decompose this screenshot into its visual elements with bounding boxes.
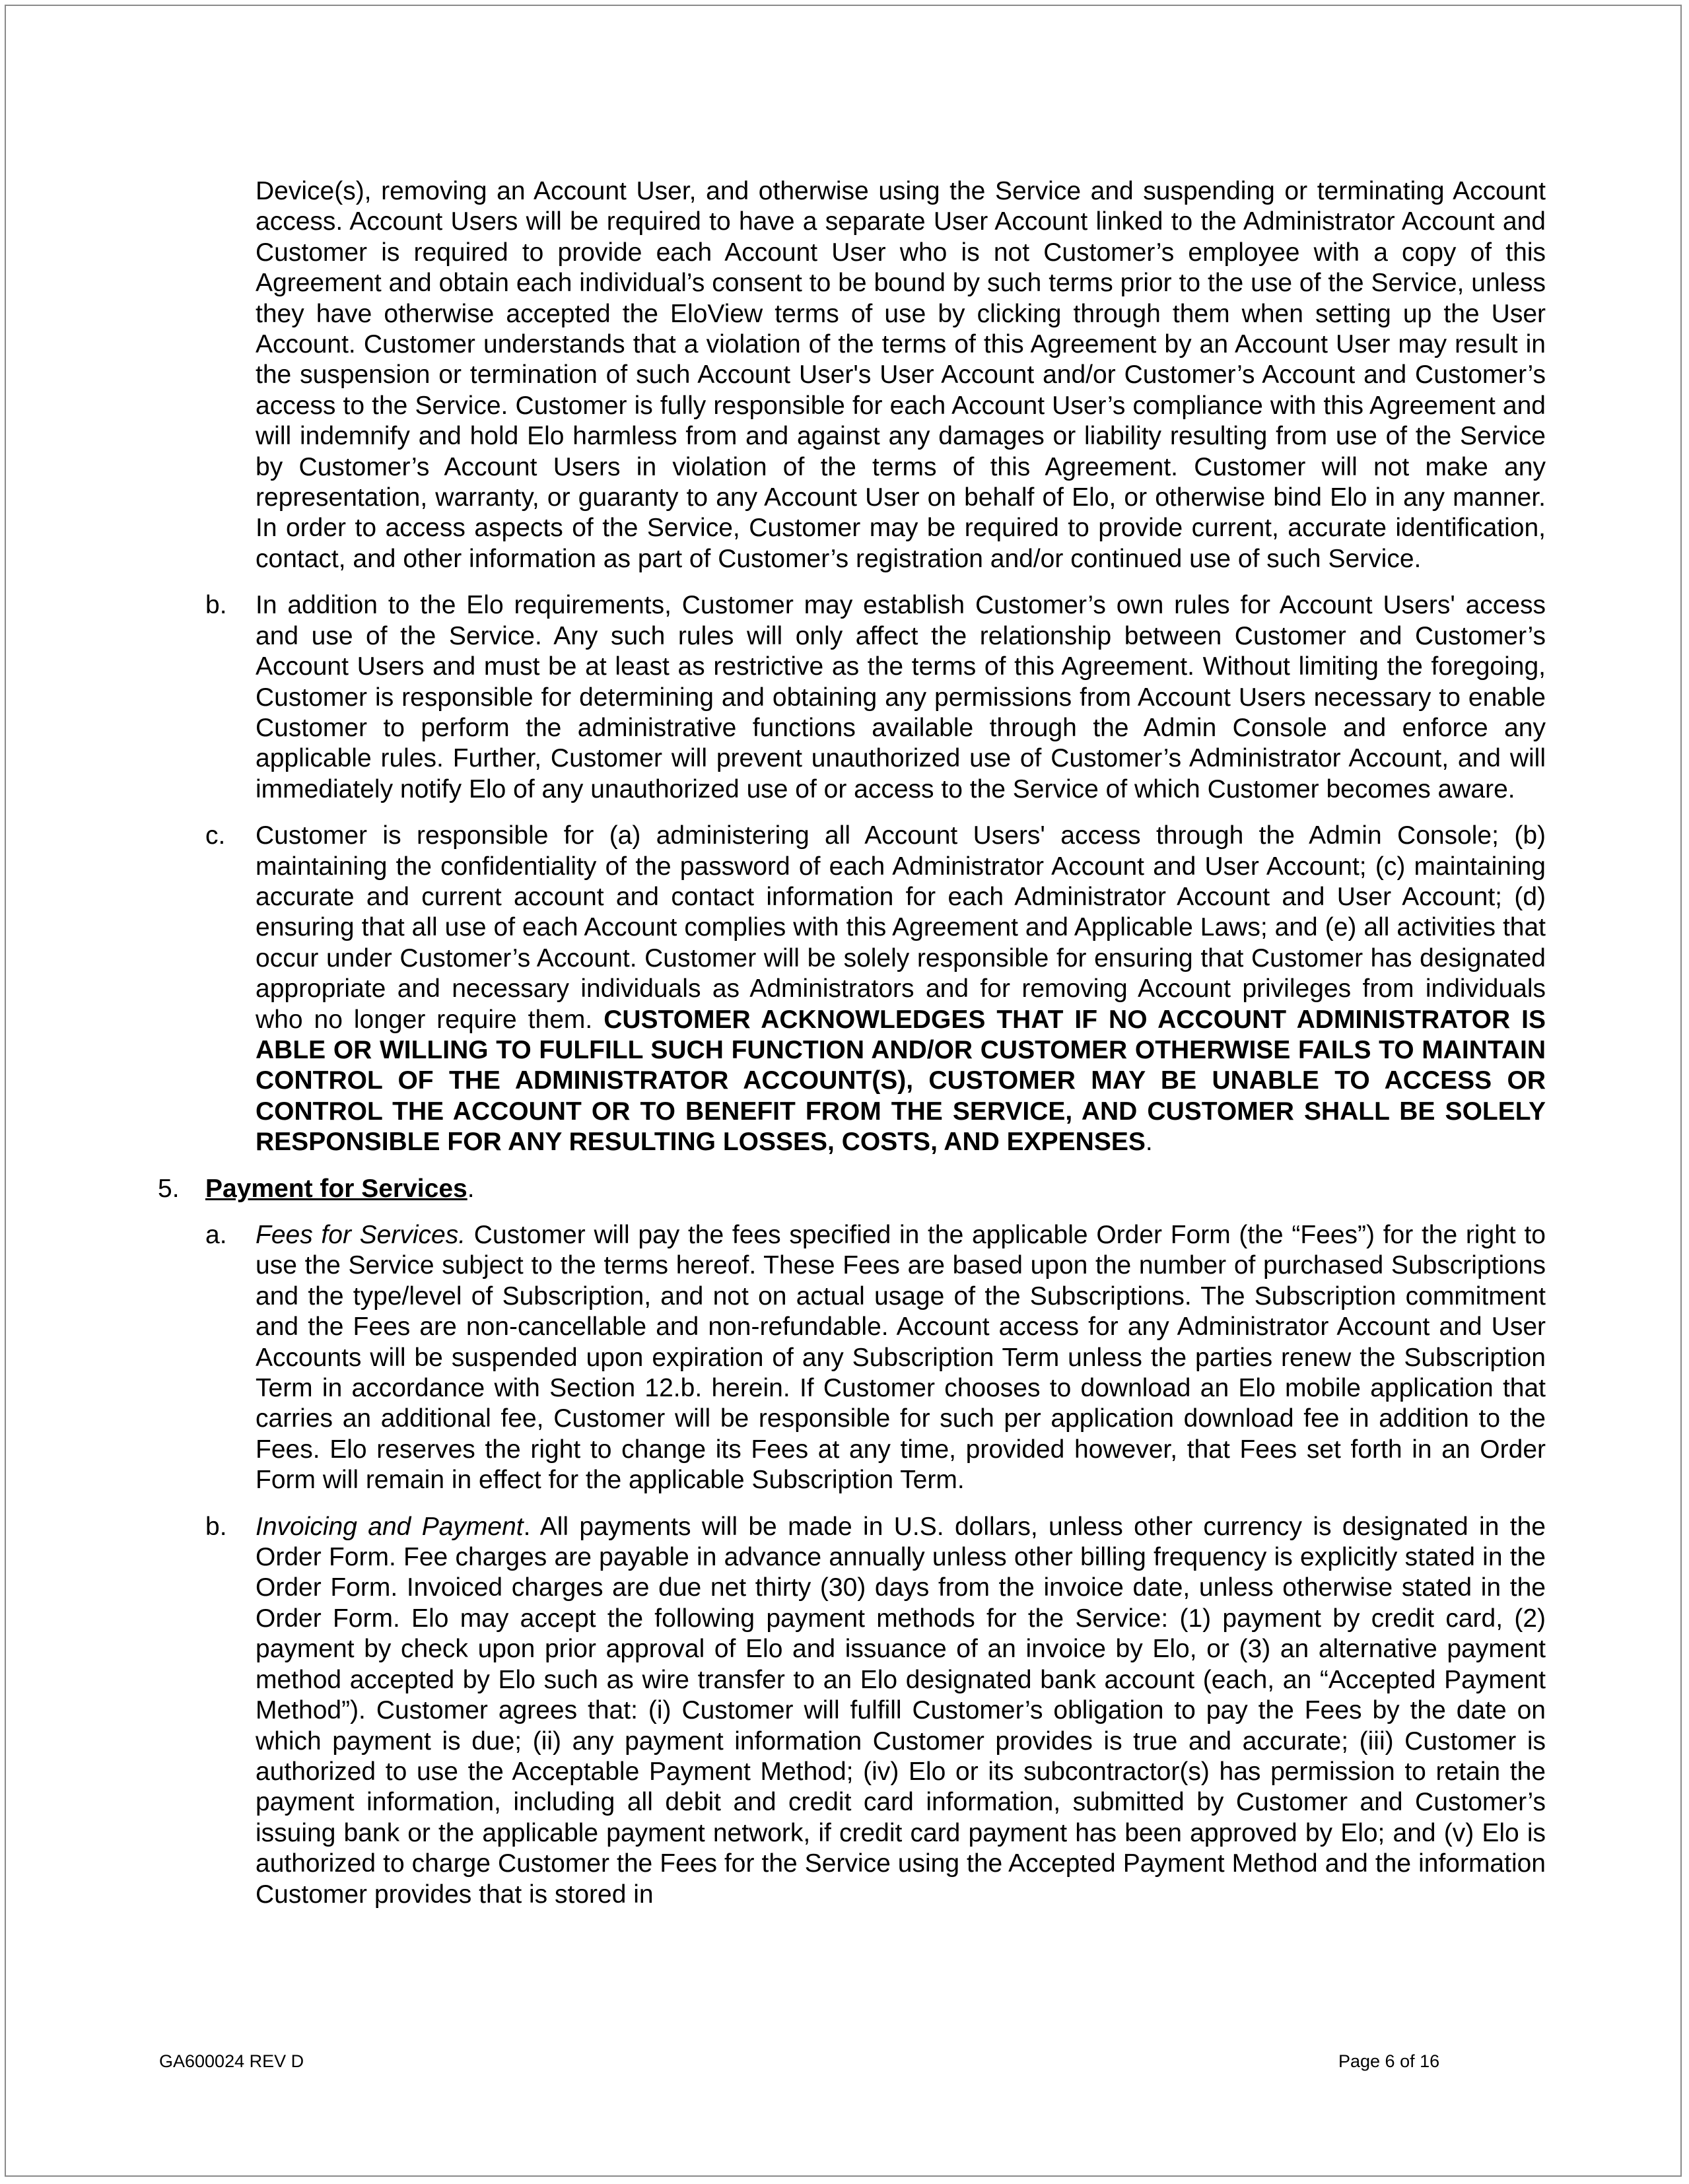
clause-c [158, 821, 1546, 1157]
clause-c-acknowledgement: CUSTOMER ACKNOWLEDGES THAT IF NO ACCOUNT ADMINISTRATOR IS ABLE OR WILLING TO FULFILL SUCH FUNCTION AND/OR CUSTOMER OTHERWISE FAILS TO MAINTAIN CONTROL OF THE ADMINISTRATOR ACCOUNT(S), CUSTOMER MAY BE UNABLE TO ACCESS OR CONTROL THE ACCOUNT OR TO BENEFIT FROM THE SERVICE, AND CUSTOMER SHALL BE SOLELY RESPONSIBLE FOR ANY RESULTING LOSSES, COSTS, AND EXPENSES [256, 1005, 1546, 1157]
continued-paragraph-text: Device(s), removing an Account User, and otherwise using the Service and suspending or terminating Account access. Account Users will be required to have a separate User Account linked to the Administrator Account and Customer is required to provide each Account User who is not Customer’s employee with a copy of this Agreement and obtain each individual’s consent to be bound by such terms prior to the use of the Service, unless they have otherwise accepted the EloView terms of use by clicking through them when setting up the User Account. Customer understands that a violation of the terms of this Agreement by an Account User may result in the suspension or termination of such Account User's User Account and/or Customer’s Account and Customer’s access to the Service. Customer is fully responsible for each Account User’s compliance with this Agreement and will indemnify and hold Elo harmless from and against any damages or liability resulting from use of the Service by Customer’s Account Users in violation of the terms of this Agreement. Customer will not make any representation, warranty, or guaranty to any Account User on behalf of Elo, or otherwise bind Elo in any manner. In order to access aspects of the Service, Customer may be required to provide current, accurate identification, contact, and other information as part of Customer’s registration and/or continued use of such Service. [256, 177, 1546, 573]
clause-5a-marker: a. [205, 1221, 227, 1249]
clause-5a-title: Fees for Services. [256, 1221, 466, 1249]
clause-5b-marker: b. [205, 1512, 227, 1541]
section-5-period: . [467, 1174, 475, 1203]
section-5-number: 5. [158, 1174, 180, 1203]
section-5-heading [158, 1174, 1546, 1204]
clause-b-marker: b. [205, 591, 227, 620]
clause-5b [158, 1512, 1546, 1910]
section-5-title: Payment for Services [205, 1174, 467, 1203]
clause-b [158, 590, 1546, 805]
footer-document-id: GA600024 REV D [159, 2051, 304, 2071]
clause-5a-text: Customer will pay the fees specified in the applicable Order Form (the “Fees”) for the right to use the Service subject to the terms hereof. These Fees are based upon the number of purchased Subscriptions and the type/level of Subscription, and not on actual usage of the Subscriptions. The Subscription commitment and the Fees are non-cancellable and non-refundable. Account access for any Administrator Account and User Accounts will be suspended upon expiration of any Subscription Term unless the parties renew the Subscription Term in accordance with Section 12.b. herein. If Customer chooses to download an Elo mobile application that carries an additional fee, Customer will be responsible for such per application download fee in addition to the Fees. Elo reserves the right to change its Fees at any time, provided however, that Fees set forth in an Order Form will remain in effect for the applicable Subscription Term. [256, 1221, 1546, 1495]
clause-c-marker: c. [205, 821, 226, 850]
page-frame [5, 5, 1682, 2177]
clause-c-text: Customer is responsible for (a) administering all Account Users' access through the Admin Console; (b) maintaining the confidentiality of the password of each Administrator Account and User Account; (c) maintaining accurate and current account and contact information for each Administrator Account and User Account; (d) ensuring that all use of each Account complies with this Agreement and Applicable Laws; and (e) all activities that occur under Customer’s Account. Customer will be solely responsible for ensuring that Customer has designated appropriate and necessary individuals as Administrators and for removing Account privileges from individuals who no longer require them. [256, 821, 1546, 1034]
continued-paragraph [158, 176, 1546, 574]
clause-5b-text: . All payments will be made in U.S. dollars, unless other currency is designated in the Order Form. Fee charges are payable in advance annually unless other billing frequency is explicitly stated in the Order Form. Invoiced charges are due net thirty (30) days from the invoice date, unless otherwise stated in the Order Form. Elo may accept the following payment methods for the Service: (1) payment by credit card, (2) payment by check upon prior approval of Elo and issuance of an invoice by Elo, or (3) an alternative payment method accepted by Elo such as wire transfer to an Elo designated bank account (each, an “Accepted Payment Method”). Customer agrees that: (i) Customer will fulfill Customer’s obligation to pay the Fees by the date on which payment is due; (ii) any payment information Customer provides is true and accurate; (iii) Customer is authorized to use the Acceptable Payment Method; (iv) Elo or its subcontractor(s) has permission to retain the payment information, including all debit and credit card information, submitted by Customer and Customer’s issuing bank or the applicable payment network, if credit card payment has been approved by Elo; and (v) Elo is authorized to charge Customer the Fees for the Service using the Accepted Payment Method and the information Customer provides that is stored in [256, 1512, 1546, 1909]
clause-c-end: . [1145, 1128, 1153, 1157]
clause-b-text: In addition to the Elo requirements, Customer may establish Customer’s own rules for Account Users' access and use of the Service. Any such rules will only affect the relationship between Customer and Customer’s Account Users and must be at least as restrictive as the terms of this Agreement. Without limiting the foregoing, Customer is responsible for determining and obtaining any permissions from Account Users necessary to enable Customer to perform the administrative functions available through the Admin Console and enforce any applicable rules. Further, Customer will prevent unauthorized use of Customer’s Administrator Account, and will immediately notify Elo of any unauthorized use of or access to the Service of which Customer becomes aware. [256, 591, 1546, 803]
clause-5b-title: Invoicing and Payment [256, 1512, 524, 1541]
footer-page-number: Page 6 of 16 [1338, 2051, 1440, 2071]
clause-5a [158, 1220, 1546, 1496]
document-body [158, 176, 1546, 1910]
